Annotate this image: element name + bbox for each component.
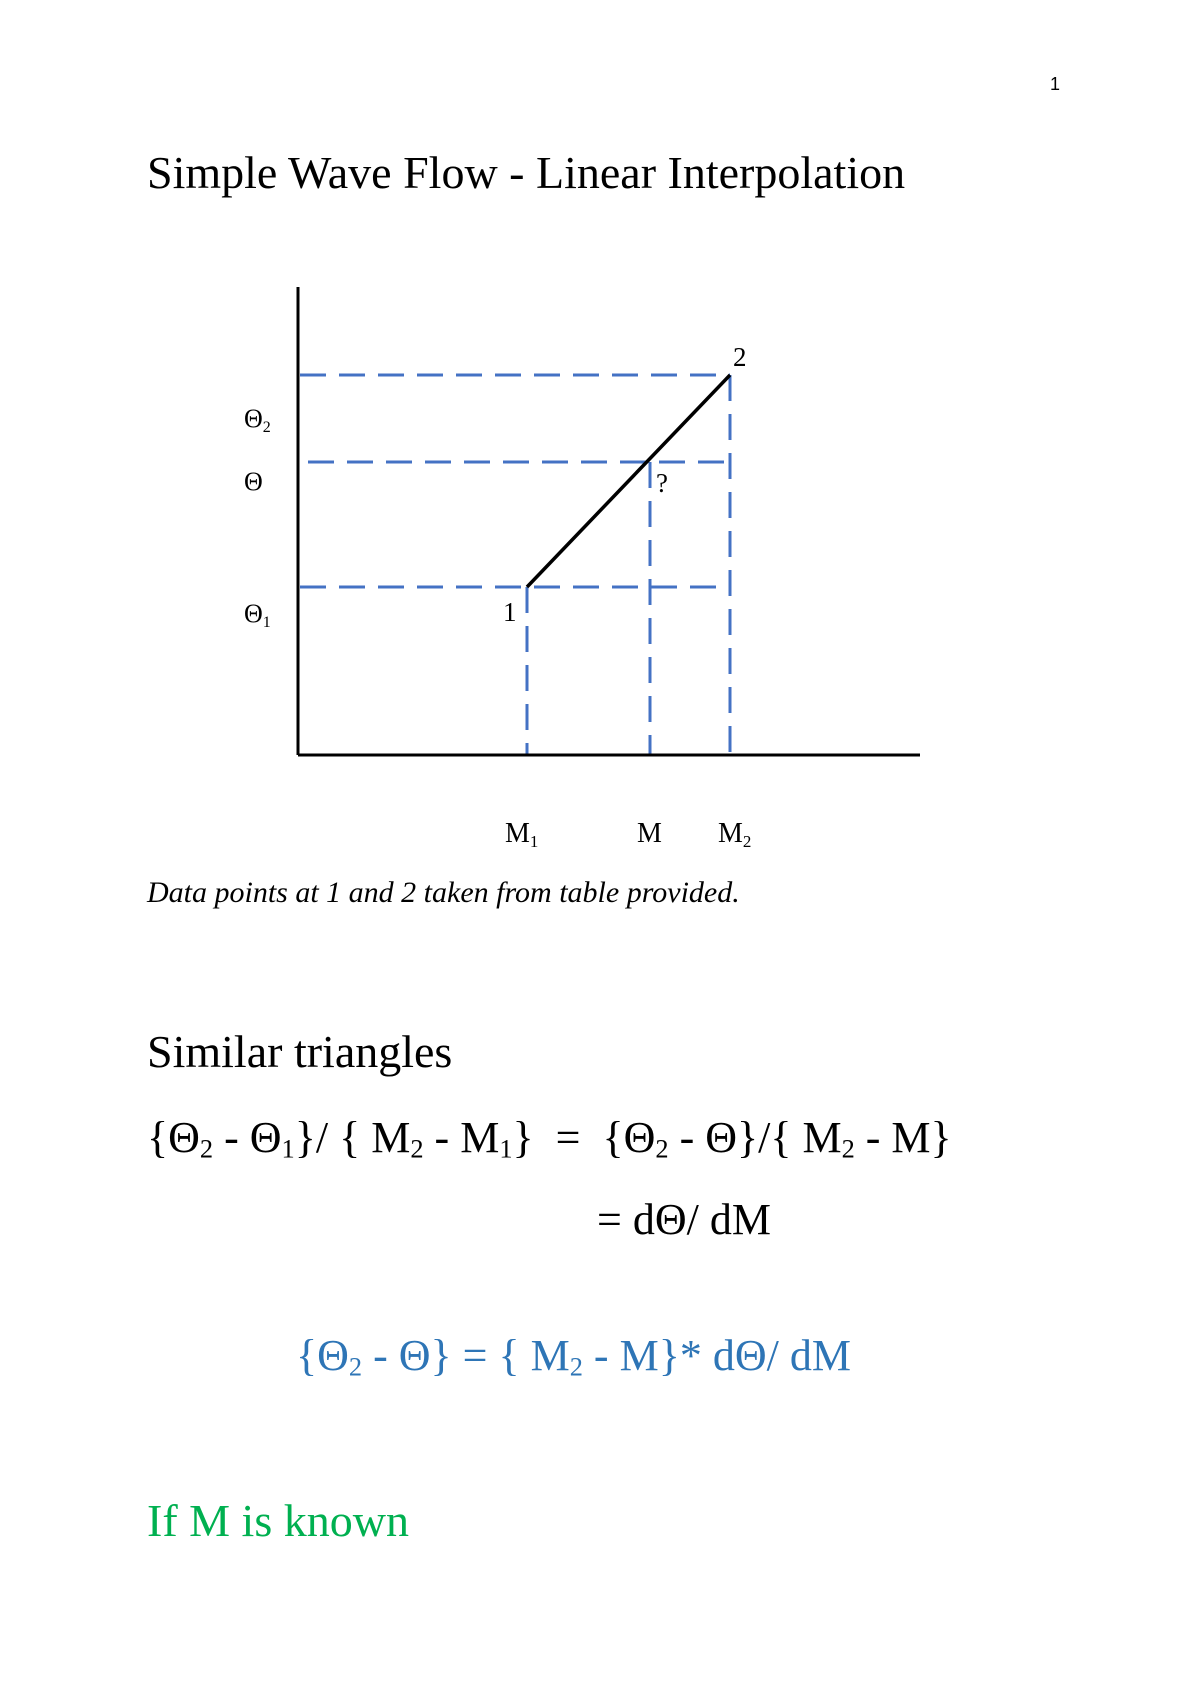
m2-label: M2 [718, 818, 752, 851]
interpolation-equation: $\{\Theta_2 - \Theta\}$ = { $M_2 - M\}*$ dΘ/ dM [296, 1331, 851, 1382]
page-title: Simple Wave Flow - Linear Interpolation [147, 147, 906, 198]
page-number: 1 [1050, 74, 1061, 94]
point-1-label: 1 [503, 597, 517, 627]
diagram-caption: Data points at 1 and 2 taken from table provided. [147, 876, 740, 909]
if-m-known-text: If M is known [147, 1495, 409, 1546]
dashed-guides [300, 375, 730, 755]
similar-triangles-equation: $\{\Theta_2 - \Theta_1\}/$ { $M_2 - M_1\} = \{\Theta_2 - \Theta\}/${ $M_2 - M$} [147, 1113, 952, 1164]
m-label: M [637, 818, 662, 849]
theta2-label: Θ2 [244, 404, 271, 436]
theta1-label: Θ1 [244, 599, 271, 631]
section-heading: Similar triangles [147, 1026, 453, 1077]
point-2-label: 2 [733, 342, 747, 372]
unknown-point-label: ? [656, 468, 668, 498]
derivative-equation: = dΘ/ dM [597, 1195, 771, 1244]
theta-label: Θ [244, 467, 263, 496]
m1-label: M1 [505, 818, 539, 851]
interpolation-line [527, 375, 730, 587]
